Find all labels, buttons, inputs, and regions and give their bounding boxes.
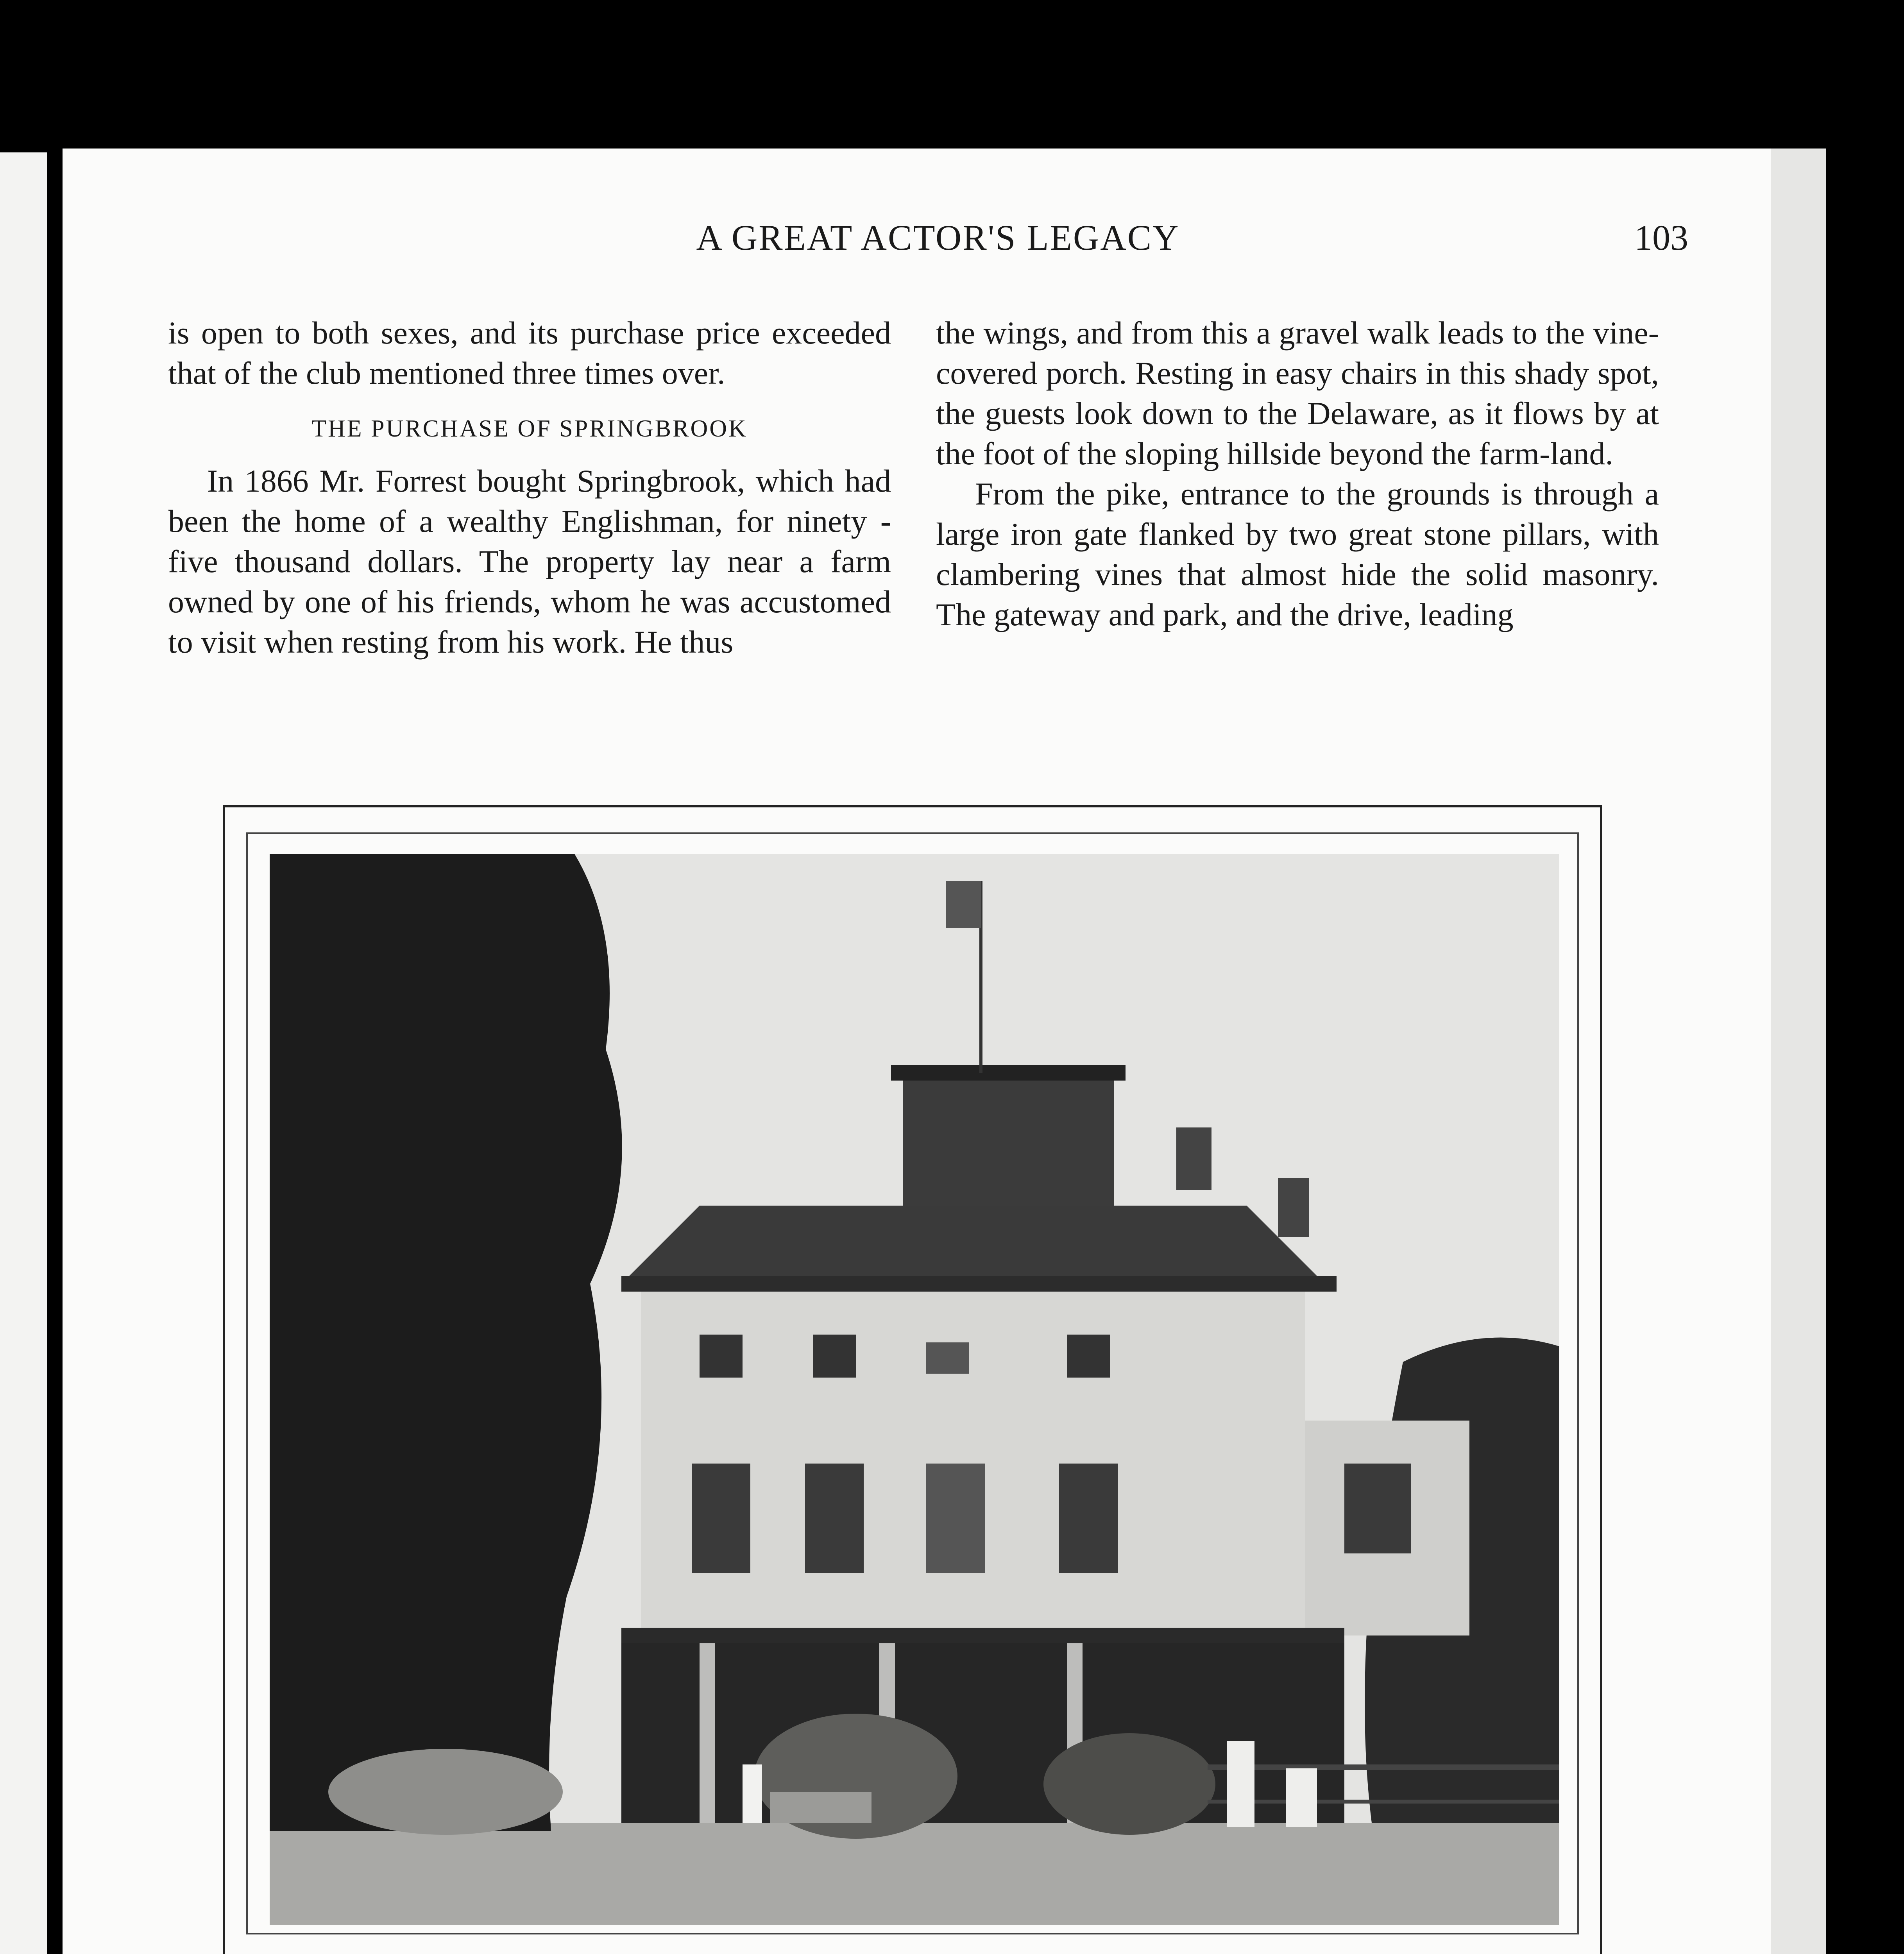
column-top-right <box>936 313 1659 635</box>
paragraph: is open to both sexes, and its purchase price exceeded that of the club mentioned three times over. <box>168 315 891 391</box>
facing-page-edge <box>0 152 47 1954</box>
column-top-left <box>168 313 891 662</box>
running-head: A GREAT ACTOR'S LEGACY <box>696 218 1180 258</box>
paragraph: From the pike, entrance to the grounds is through a large iron gate flanked by two great stone pillars, with clambering vines that almost hide the solid masonry. The gateway and park, and the drive, leading <box>936 476 1659 632</box>
paragraph: the wings, and from this a gravel walk leads to the vine-covered porch. Resting in easy chairs in this shady spot, the guests look down to the Delaware, as it flows by at the foot of the sloping hillside beyond the farm-land. <box>936 315 1659 471</box>
section-subheading: THE PURCHASE OF SPRINGBROOK <box>311 415 748 442</box>
paragraph: In 1866 Mr. Forrest bought Springbrook, which had been the home of a wealthy Englishman, for ninety - five thousand dollars. The property lay near a farm owned by one of his friends, whom he was accustomed to visit when resting from his work. He thus <box>168 463 891 660</box>
springbrook-photograph <box>270 854 1559 1925</box>
page-binding-edge <box>1771 149 1826 1954</box>
page-number: 103 <box>1634 218 1688 258</box>
